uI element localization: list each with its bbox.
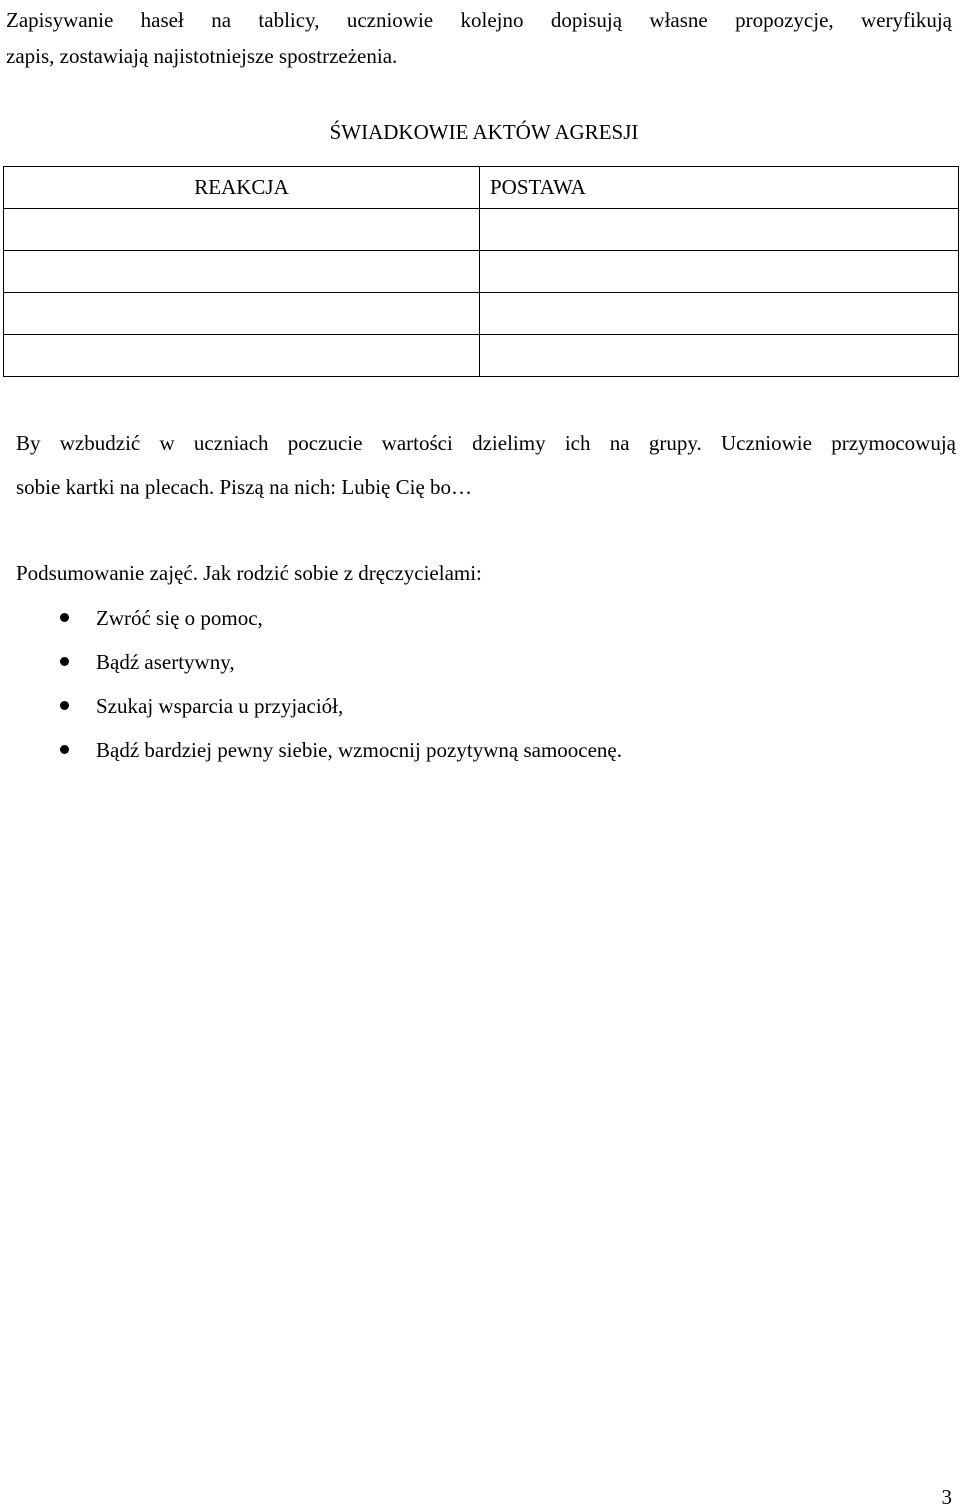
table-row [4,209,959,251]
table-cell [4,335,480,377]
table-cell [4,293,480,335]
table-cell [480,209,959,251]
table-row [4,335,959,377]
group-activity-line-1: By wzbudzić w uczniach poczucie wartości dzielimy ich na grupy. Uczniowie przymocowują [16,431,956,455]
table-cell [480,251,959,293]
list-item-text: Bądź asertywny, [96,650,235,674]
list-item [0,684,622,728]
table-row [4,293,959,335]
table-cell [480,293,959,335]
bullet-icon [60,657,69,666]
table-title: ŚWIADKOWIE AKTÓW AGRESJI [329,120,639,144]
bullet-icon [60,745,69,754]
witnesses-table [3,166,959,377]
header-postawa: POSTAWA [480,167,959,209]
table-row [4,251,959,293]
table-cell [480,335,959,377]
summary-intro: Podsumowanie zajęć. Jak rodzić sobie z dręczycielami: [16,561,482,585]
list-item [0,596,622,640]
list-item [0,728,622,772]
list-item-text: Szukaj wsparcia u przyjaciół, [96,694,344,718]
list-item [0,640,622,684]
group-activity-paragraph [16,421,956,509]
intro-paragraph [6,2,952,74]
summary-list [0,596,622,772]
intro-line-2: zapis, zostawiają najistotniejsze spostrzeżenia. [6,44,398,68]
page-number: 3 [941,1485,952,1509]
table-cell [4,251,480,293]
group-activity-line-2: sobie kartki na plecach. Piszą na nich: Lubię Cię bo… [16,475,473,499]
table-header-row [4,167,959,209]
table-cell [4,209,480,251]
bullet-icon [60,701,69,710]
intro-line-1: Zapisywanie haseł na tablicy, uczniowie kolejno dopisują własne propozycje, weryfikują [6,8,952,32]
header-reakcja: REAKCJA [4,167,480,209]
bullet-icon [60,613,69,622]
list-item-text: Zwróć się o pomoc, [96,606,263,630]
list-item-text: Bądź bardziej pewny siebie, wzmocnij pozytywną samoocenę. [96,738,622,762]
